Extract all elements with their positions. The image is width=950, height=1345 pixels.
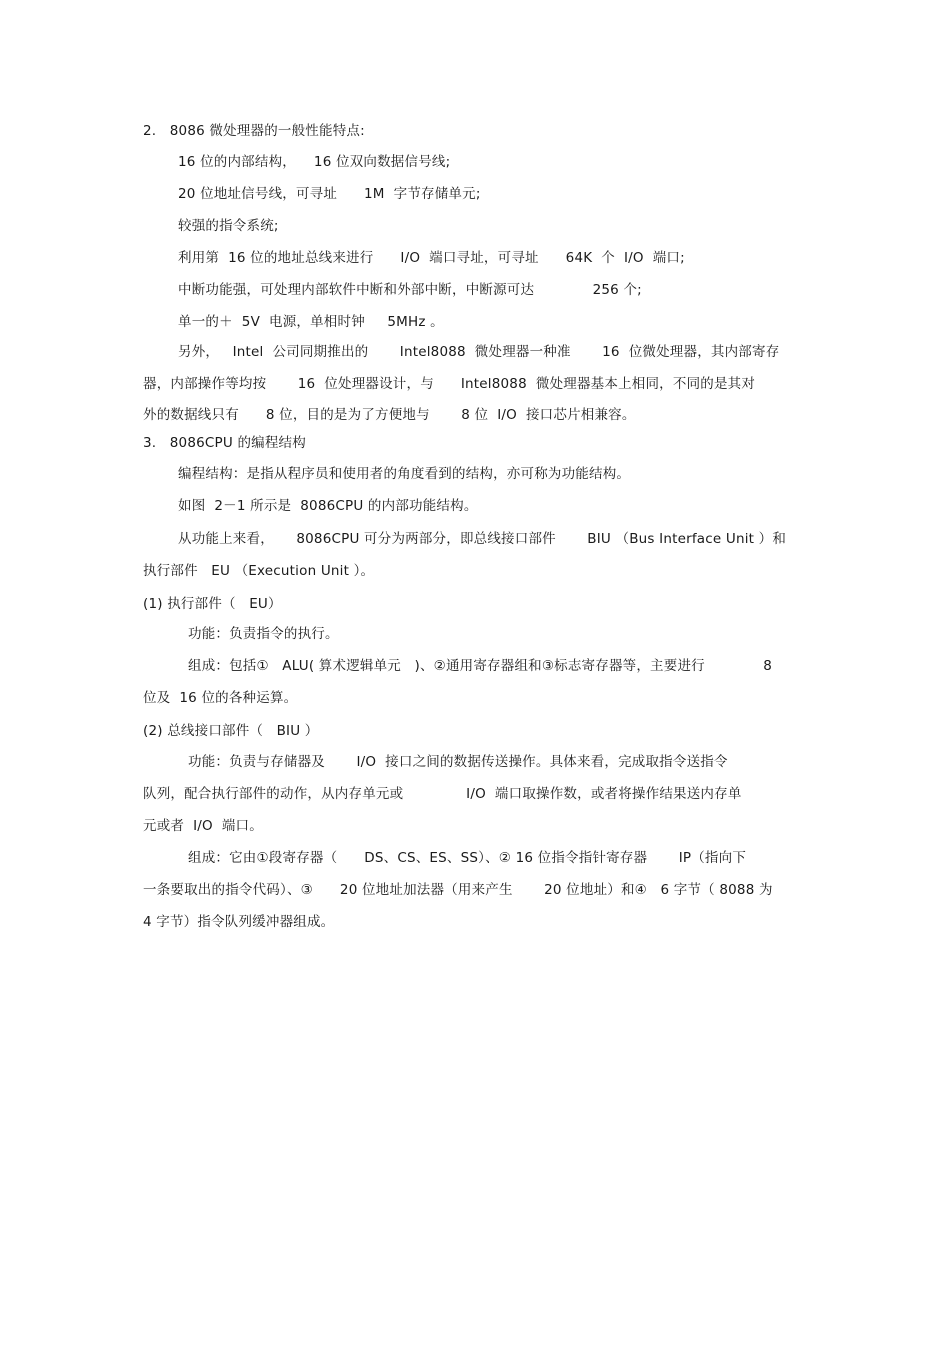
paragraph-line: 元或者 I/O 端口。 xyxy=(143,818,263,834)
paragraph-line: 执行部件 EU （Execution Unit ）。 xyxy=(143,563,375,579)
paragraph-line: 一条要取出的指令代码）、③ 20 位地址加法器（用来产生 20 位地址）和④ 6 字节（ 8088 为 xyxy=(143,882,773,898)
subsection-heading-2: (2) 总线接口部件（ BIU ） xyxy=(143,723,319,739)
paragraph-line: 另外， Intel 公司同期推出的 Intel8088 微处理器一种准 16 位微处理器，其内部寄存 xyxy=(178,344,780,360)
paragraph-line: 从功能上来看， 8086CPU 可分为两部分，即总线接口部件 BIU （Bus Interface Unit ）和 xyxy=(178,531,787,547)
paragraph-line: 编程结构：是指从程序员和使用者的角度看到的结构，亦可称为功能结构。 xyxy=(178,466,631,482)
paragraph-line: 中断功能强，可处理内部软件中断和外部中断，中断源可达 256 个; xyxy=(178,282,642,298)
paragraph-line: 器，内部操作等均按 16 位处理器设计，与 Intel8088 微处理器基本上相同，不同的是其对 xyxy=(143,376,756,392)
paragraph-line: 利用第 16 位的地址总线来进行 I/O 端口寻址，可寻址 64K 个 I/O 端口; xyxy=(178,250,685,266)
section-heading-3: 3. 8086CPU 的编程结构 xyxy=(143,435,306,451)
paragraph-line: 组成：它由①段寄存器（ DS、CS、ES、SS）、② 16 位指令指针寄存器 IP（指向下 xyxy=(188,850,747,866)
paragraph-line: 单一的＋ 5V 电源，单相时钟 5MHz 。 xyxy=(178,314,444,330)
paragraph-line: 4 字节）指令队列缓冲器组成。 xyxy=(143,914,335,930)
paragraph-line: 功能：负责与存储器及 I/O 接口之间的数据传送操作。具体来看，完成取指令送指令 xyxy=(188,754,728,770)
paragraph-line: 如图 2－1 所示是 8086CPU 的内部功能结构。 xyxy=(178,498,478,514)
paragraph-line: 位及 16 位的各种运算。 xyxy=(143,690,298,706)
paragraph-line: 20 位地址信号线，可寻址 1M 字节存储单元; xyxy=(178,186,481,202)
subsection-heading-1: (1) 执行部件（ EU） xyxy=(143,596,282,612)
paragraph-line: 队列，配合执行部件的动作，从内存单元或 I/O 端口取操作数，或者将操作结果送内存单 xyxy=(143,786,742,802)
paragraph-line: 组成：包括① ALU( 算术逻辑单元 )、②通用寄存器组和③标志寄存器等，主要进行 8 xyxy=(188,658,773,674)
paragraph-line: 较强的指令系统; xyxy=(178,218,279,234)
paragraph-line: 外的数据线只有 8 位，目的是为了方便地与 8 位 I/O 接口芯片相兼容。 xyxy=(143,407,636,423)
paragraph-line: 功能：负责指令的执行。 xyxy=(188,626,339,642)
section-heading-2: 2. 8086 微处理器的一般性能特点: xyxy=(143,123,365,139)
paragraph-line: 16 位的内部结构， 16 位双向数据信号线; xyxy=(178,154,451,170)
